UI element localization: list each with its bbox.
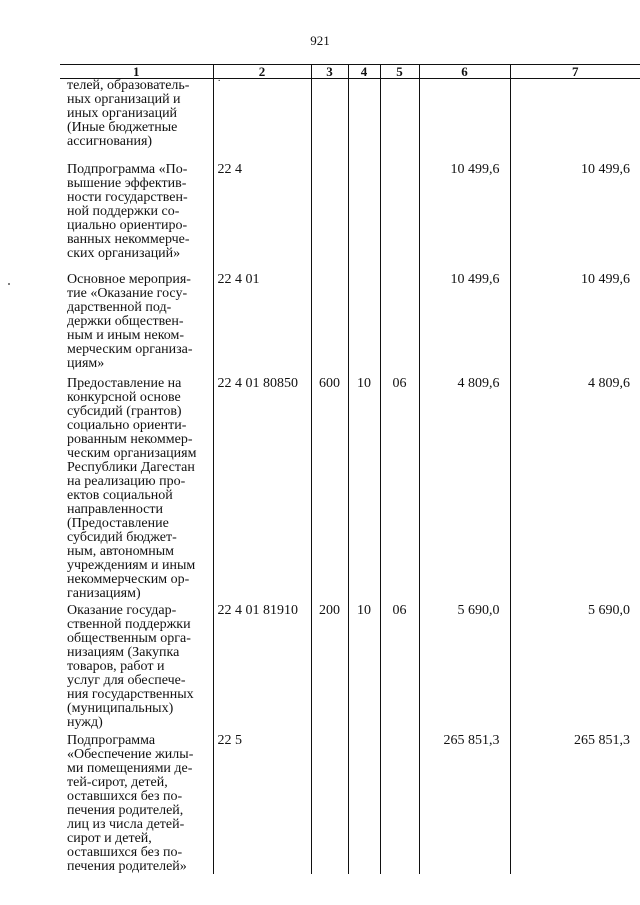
row-name: Подпрограмма «Обеспечение жилы- ми помещениями де- тей-сирот, детей, оставшихся без по- печения родителей, лиц из числа детей- сирот и детей, оставшихся без по- печения родителей» (67, 733, 194, 874)
column-header-5: 5 (380, 65, 419, 79)
row-col6: 5 690,0 (419, 602, 510, 732)
row-col4 (348, 79, 380, 162)
column-header-7: 7 (510, 65, 640, 79)
row-col6: 4 809,6 (419, 375, 510, 602)
row-code: 22 4 (213, 161, 311, 271)
header-row (60, 65, 640, 79)
row-code: 22 4 01 80850 (213, 375, 311, 602)
row-col6: 10 499,6 (419, 161, 510, 271)
row-name: Подпрограмма «По- вышение эффектив- ности государствен- ной поддержки со- циально ориентиро- ванных некоммерче- ских организаций» (67, 162, 190, 261)
row-col5 (380, 271, 419, 375)
row-col6: 10 499,6 (419, 271, 510, 375)
table-row (60, 732, 640, 874)
row-col6: 265 851,3 (419, 732, 510, 874)
row-col7: 4 809,6 (510, 375, 640, 602)
row-col5: 06 (380, 602, 419, 732)
column-header-2: 2 (213, 65, 311, 79)
column-header-6: 6 (419, 65, 510, 79)
row-col7: 10 499,6 (510, 161, 640, 271)
page-number: 921 (310, 33, 330, 48)
row-col5 (380, 79, 419, 162)
row-code: 22 4 01 81910 (213, 602, 311, 732)
row-col3 (311, 79, 348, 162)
row-col7: 10 499,6 (510, 271, 640, 375)
row-col3: 600 (311, 375, 348, 602)
row-name: Предоставление на конкурсной основе субсидий (грантов) социально ориенти- рованным некоммер- ческим организациям Республики Дагестан на реализацию про- ектов социальной направленности (Предоставление субсидий бюджет- ным, автономным учреждениям и иным некоммерческим ор- ганизациям) (67, 376, 197, 601)
row-col3 (311, 271, 348, 375)
table-row (60, 271, 640, 375)
row-col4 (348, 271, 380, 375)
row-col6 (419, 79, 510, 162)
row-col7: 5 690,0 (510, 602, 640, 732)
column-header-1: 1 (60, 65, 213, 79)
tick-mark: · (217, 76, 221, 87)
budget-table (60, 64, 640, 874)
row-code: 22 4 01 (213, 271, 311, 375)
row-col3 (311, 732, 348, 874)
row-col7 (510, 79, 640, 162)
row-col5: 06 (380, 375, 419, 602)
row-name: Основное мероприя- тие «Оказание госу- дарственной под- держки обществен- ным и иным неком- мерческим организа- циям» (67, 272, 193, 371)
margin-mark (8, 283, 10, 285)
row-col4 (348, 161, 380, 271)
row-col7: 265 851,3 (510, 732, 640, 874)
row-col4: 10 (348, 602, 380, 732)
table-row (60, 375, 640, 602)
column-header-3: 3 (311, 65, 348, 79)
row-col3: 200 (311, 602, 348, 732)
row-col5 (380, 732, 419, 874)
row-col4: 10 (348, 375, 380, 602)
table-row (60, 79, 640, 162)
row-name: телей, образователь- ных организаций и иных организаций (Иные бюджетные ассигнования) (67, 78, 190, 149)
table-row (60, 602, 640, 732)
row-code: 22 5 (213, 732, 311, 874)
row-col4 (348, 732, 380, 874)
row-col3 (311, 161, 348, 271)
table-row (60, 161, 640, 271)
column-header-4: 4 (348, 65, 380, 79)
row-code (213, 76, 311, 162)
row-name: Оказание государ- ственной поддержки общественным орга- низациям (Закупка товаров, работ и услуг для обеспече- ния государственных (муниципальных) нужд) (67, 603, 194, 730)
row-col5 (380, 161, 419, 271)
